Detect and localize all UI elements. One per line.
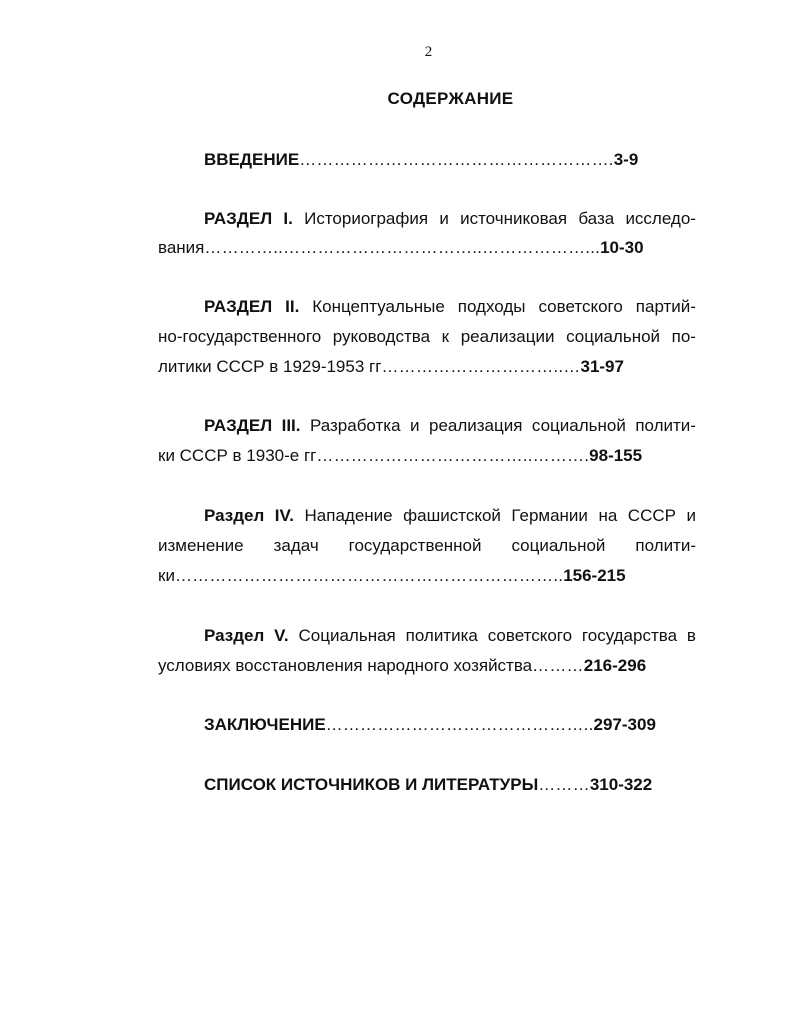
toc-section-head: РАЗДЕЛ I. bbox=[204, 209, 293, 228]
toc-entry-intro bbox=[204, 150, 638, 170]
toc-word: и bbox=[439, 209, 449, 228]
toc-word: задач bbox=[273, 536, 319, 555]
toc-word: реализация bbox=[428, 416, 523, 435]
toc-word: социальной bbox=[511, 536, 606, 555]
toc-word: Германии bbox=[511, 506, 588, 525]
toc-word: Концептуальные bbox=[312, 297, 445, 316]
toc-word: полити- bbox=[635, 416, 696, 435]
toc-leader: …………..……………………………..………………... bbox=[204, 238, 601, 257]
toc-word: СССР bbox=[627, 506, 676, 525]
toc-entry-section-2-line1 bbox=[204, 297, 696, 317]
toc-word: руководства bbox=[332, 327, 431, 346]
toc-entry-sources bbox=[204, 775, 652, 795]
toc-word: государственной bbox=[348, 536, 482, 555]
toc-pages: 31-97 bbox=[580, 357, 624, 376]
toc-leader: ……………………………………….. bbox=[325, 715, 594, 734]
toc-word: изменение bbox=[158, 536, 244, 555]
toc-entry-section-4-line1 bbox=[204, 506, 696, 526]
toc-leader: …………………………..… bbox=[381, 357, 581, 376]
toc-word: по- bbox=[671, 327, 696, 346]
toc-word: партий- bbox=[635, 297, 696, 316]
toc-section-head: Раздел IV. bbox=[204, 506, 295, 525]
toc-leader: ……… bbox=[532, 656, 584, 675]
toc-text: ки bbox=[158, 566, 175, 585]
toc-entry-section-5-line2 bbox=[158, 656, 646, 676]
toc-word: исследо- bbox=[625, 209, 696, 228]
toc-text: ки СССР в 1930-е гг bbox=[158, 446, 317, 465]
toc-leader: ………………………………..………. bbox=[316, 446, 590, 465]
toc-pages: 216-296 bbox=[583, 656, 647, 675]
toc-word: политика bbox=[405, 626, 478, 645]
toc-word: Разработка bbox=[309, 416, 401, 435]
toc-entry-conclusion bbox=[204, 715, 656, 735]
toc-entry-section-5-line1 bbox=[204, 626, 696, 646]
toc-entry-section-4-line2 bbox=[158, 536, 696, 556]
toc-pages: 156-215 bbox=[563, 566, 626, 585]
toc-pages: 3-9 bbox=[613, 150, 639, 169]
toc-entry-section-4-line3 bbox=[158, 566, 626, 586]
toc-entry-section-2-line3 bbox=[158, 357, 624, 377]
toc-label: ВВЕДЕНИЕ bbox=[204, 150, 300, 169]
toc-entry-section-2-line2 bbox=[158, 327, 696, 347]
toc-section-head: РАЗДЕЛ II. bbox=[204, 297, 300, 316]
toc-text: вания bbox=[158, 238, 205, 257]
toc-word: к bbox=[441, 327, 450, 346]
toc-word: реализации bbox=[460, 327, 555, 346]
toc-word: подходы bbox=[457, 297, 526, 316]
toc-text: условиях восстановления народного хозяйства bbox=[158, 656, 533, 675]
toc-section-head: Раздел V. bbox=[204, 626, 289, 645]
toc-entry-section-1-line2 bbox=[158, 238, 644, 258]
toc-word: в bbox=[686, 626, 696, 645]
toc-word: источниковая bbox=[460, 209, 568, 228]
toc-word: но-государственного bbox=[158, 327, 322, 346]
toc-label: СПИСОК ИСТОЧНИКОВ И ЛИТЕРАТУРЫ bbox=[204, 775, 539, 794]
toc-word: советского bbox=[538, 297, 623, 316]
toc-section-head: РАЗДЕЛ III. bbox=[204, 416, 301, 435]
toc-word: и bbox=[686, 506, 696, 525]
toc-word: социальной bbox=[531, 416, 626, 435]
toc-leader: ……… bbox=[538, 775, 590, 794]
toc-word: социальной bbox=[566, 327, 661, 346]
toc-word: на bbox=[598, 506, 618, 525]
toc-pages: 297-309 bbox=[593, 715, 656, 734]
toc-text: литики СССР в 1929-1953 гг bbox=[158, 357, 382, 376]
page-title: СОДЕРЖАНИЕ bbox=[387, 89, 514, 108]
toc-leader: ………………………………………………………….. bbox=[174, 566, 564, 585]
page-number: 2 bbox=[424, 44, 433, 60]
toc-word: государства bbox=[581, 626, 678, 645]
toc-pages: 98-155 bbox=[589, 446, 643, 465]
toc-entry-section-3-line1 bbox=[204, 416, 696, 436]
toc-leader: ………………………………………………. bbox=[299, 150, 614, 169]
toc-entry-section-3-line2 bbox=[158, 446, 642, 466]
toc-word: фашистской bbox=[403, 506, 501, 525]
toc-word: советского bbox=[487, 626, 573, 645]
toc-pages: 310-322 bbox=[589, 775, 653, 794]
toc-word: Историография bbox=[304, 209, 429, 228]
toc-label: ЗАКЛЮЧЕНИЕ bbox=[204, 715, 326, 734]
toc-pages: 10-30 bbox=[600, 238, 644, 257]
toc-entry-section-1-line1 bbox=[204, 209, 696, 229]
toc-word: база bbox=[578, 209, 615, 228]
toc-word: Нападение bbox=[304, 506, 393, 525]
toc-word: полити- bbox=[635, 536, 697, 555]
toc-word: и bbox=[410, 416, 420, 435]
toc-word: Социальная bbox=[298, 626, 396, 645]
